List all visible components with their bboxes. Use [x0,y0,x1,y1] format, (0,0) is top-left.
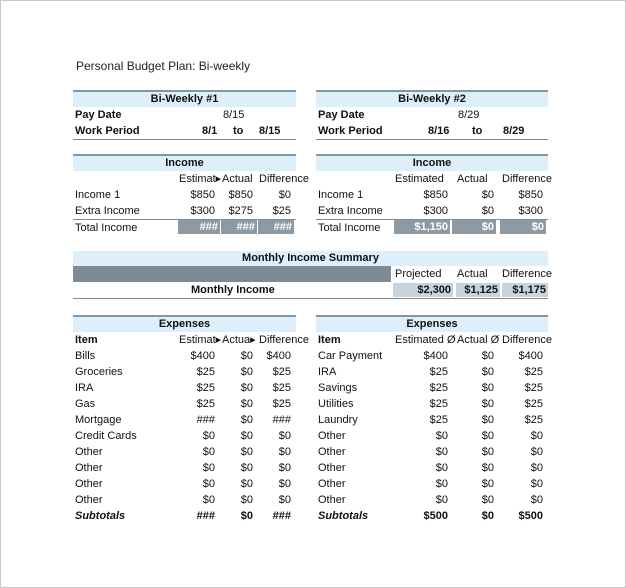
summary-header-bar [73,266,391,282]
expense-row [316,444,548,460]
income-1-block [73,154,309,236]
expense-difference: $0 [278,462,291,474]
income-actual: $0 [481,205,494,217]
pay-date-value: 8/29 [458,109,480,121]
work-period-to: 8/15 [259,125,281,137]
expense-estimated: $25 [429,414,448,426]
expense-label: Other [318,430,346,442]
expense-actual: $0 [240,398,253,410]
expense-difference: ### [272,510,291,522]
col-difference: Difference [259,334,309,346]
total-actual: $0 [452,220,496,234]
subtotals-label: Subtotals [318,510,369,522]
work-period-to: 8/29 [503,125,525,137]
income-actual: $275 [228,205,253,217]
expense-label: Savings [318,382,358,394]
expense-estimated: $25 [196,366,215,378]
expenses-2-header: Expenses [316,315,548,332]
expense-difference: $25 [272,382,291,394]
expense-label: Credit Cards [75,430,137,442]
expense-actual: $0 [240,430,253,442]
expense-label: Other [75,494,103,506]
income-estimated: $850 [423,189,448,201]
expense-actual: $0 [481,510,494,522]
expense-actual: $0 [481,382,494,394]
expense-actual: $0 [481,462,494,474]
expense-difference: $25 [524,398,543,410]
expense-estimated: $400 [423,350,448,362]
income-row [73,187,296,203]
monthly-summary-block [73,251,552,299]
expense-label: Mortgage [75,414,122,426]
expense-actual: $0 [240,446,253,458]
expense-difference: $25 [524,382,543,394]
expense-label: Gas [75,398,96,410]
col-difference: Difference [502,268,552,280]
expense-difference: ### [272,414,291,426]
expense-actual: $0 [481,350,494,362]
total-income-row [73,219,296,236]
expense-row [316,380,548,396]
col-difference: Difference [259,173,309,185]
work-period-to-label: to [472,125,483,137]
expense-label: Other [318,494,346,506]
col-item: Item [318,334,341,346]
income-label: Extra Income [75,205,140,217]
income-estimated: $300 [190,205,215,217]
monthly-projected: $2,300 [393,283,453,297]
period-2-header: Bi-Weekly #2 [316,90,548,107]
income-1-col-headers [73,171,309,187]
work-period-from: 8/16 [428,125,450,137]
expense-difference: $0 [530,430,543,442]
expense-estimated: $0 [202,462,215,474]
monthly-difference: $1,175 [502,283,548,297]
total-income-label: Total Income [318,222,381,234]
income-label: Extra Income [318,205,383,217]
expense-actual: $0 [481,366,494,378]
expense-label: IRA [75,382,94,394]
income-estimated: $300 [423,205,448,217]
col-actual: Actual [457,268,488,280]
expense-actual: $0 [481,414,494,426]
expense-actual: $0 [240,494,253,506]
work-period-row [316,123,548,140]
work-period-label: Work Period [75,125,140,137]
expense-actual: $0 [240,350,253,362]
expense-actual: $0 [240,366,253,378]
expense-row [73,348,296,364]
expense-estimated: $0 [202,494,215,506]
expense-estimated: $25 [429,398,448,410]
expense-estimated: $0 [435,462,448,474]
expense-estimated: $25 [196,382,215,394]
total-difference: $0 [500,220,546,234]
col-item: Item [75,334,98,346]
expense-label: Bills [75,350,96,362]
monthly-income-row [73,282,548,299]
expenses-2-col-headers [316,332,552,348]
summary-col-headers [73,266,552,282]
expense-difference: $500 [518,510,543,522]
expense-row [316,396,548,412]
work-period-label: Work Period [318,125,383,137]
pay-date-row [316,107,548,123]
expense-estimated: $25 [429,382,448,394]
work-period-from: 8/1 [202,125,218,137]
expense-difference: $25 [524,414,543,426]
expense-estimated: $0 [435,494,448,506]
col-actual: Actual [222,173,253,185]
expense-actual: $0 [481,398,494,410]
expense-actual: $0 [481,446,494,458]
expense-label: Other [75,446,103,458]
monthly-summary-header: Monthly Income Summary [73,251,548,266]
expenses-1-header: Expenses [73,315,296,332]
col-projected: Projected [395,268,442,280]
col-estimated: Estimat▸ [179,173,222,185]
monthly-actual: $1,125 [456,283,500,297]
subtotals-row [316,508,548,524]
income-2-col-headers [316,171,552,187]
expense-row [73,476,296,492]
expense-estimated: $0 [435,478,448,490]
expense-difference: $400 [518,350,543,362]
expense-estimated: $25 [196,398,215,410]
total-income-label: Total Income [75,222,138,234]
col-estimated: Estimat▸ [179,334,222,346]
expense-estimated: $0 [435,446,448,458]
col-actual: Actual Ø [457,334,500,346]
subtotals-row [73,508,296,524]
expenses-2-block [316,315,552,524]
income-difference: $25 [272,205,291,217]
expense-actual: $0 [240,478,253,490]
expense-difference: $0 [530,478,543,490]
expense-estimated: $25 [429,366,448,378]
expense-estimated: $0 [202,478,215,490]
income-actual: $850 [228,189,253,201]
total-estimated: $1,150 [394,220,450,234]
expense-estimated: $400 [190,350,215,362]
expense-row [73,444,296,460]
work-period-row [73,123,296,140]
income-row [316,203,548,219]
expense-actual: $0 [240,510,253,522]
expense-difference: $0 [278,446,291,458]
expense-estimated: ### [196,510,215,522]
expense-difference: $25 [272,398,291,410]
expense-row [73,412,296,428]
expense-actual: $0 [240,382,253,394]
expense-row [73,460,296,476]
expense-difference: $25 [272,366,291,378]
income-2-header: Income [316,154,548,171]
expense-label: Laundry [318,414,358,426]
total-income-row [316,219,548,236]
expense-actual: $0 [481,430,494,442]
expense-label: Other [75,478,103,490]
income-actual: $0 [481,189,494,201]
document-title: Personal Budget Plan: Bi-weekly [76,59,251,73]
expense-actual: $0 [240,462,253,474]
expense-difference: $0 [278,494,291,506]
expense-difference: $0 [530,446,543,458]
total-difference: ### [258,220,294,234]
expense-row [316,348,548,364]
expense-estimated: $0 [435,430,448,442]
col-actual: Actual [457,173,488,185]
pay-date-label: Pay Date [318,109,365,121]
income-difference: $300 [518,205,543,217]
expense-difference: $0 [278,430,291,442]
expense-label: Utilities [318,398,354,410]
expense-label: Groceries [75,366,123,378]
expense-difference: $400 [266,350,291,362]
period-2-block [316,90,548,140]
income-difference: $850 [518,189,543,201]
expense-label: Other [318,462,346,474]
col-difference: Difference [502,334,552,346]
expense-row [73,380,296,396]
income-difference: $0 [278,189,291,201]
expense-row [73,492,296,508]
pay-date-row [73,107,296,123]
income-row [316,187,548,203]
income-row [73,203,296,219]
income-label: Income 1 [318,189,364,201]
col-difference: Difference [502,173,552,185]
expense-label: Other [75,462,103,474]
expense-estimated: ### [196,414,215,426]
expense-row [316,460,548,476]
expenses-1-col-headers [73,332,309,348]
expense-actual: $0 [240,414,253,426]
monthly-income-label: Monthly Income [191,284,275,296]
subtotals-label: Subtotals [75,510,126,522]
col-estimated: Estimated [395,173,444,185]
expense-actual: $0 [481,494,494,506]
expense-actual: $0 [481,478,494,490]
col-estimated: Estimated Ø [395,334,456,346]
income-label: Income 1 [75,189,121,201]
expense-difference: $25 [524,366,543,378]
expense-difference: $0 [278,478,291,490]
pay-date-label: Pay Date [75,109,122,121]
expense-difference: $0 [530,494,543,506]
expense-estimated: $0 [202,430,215,442]
expense-row [316,364,548,380]
expense-estimated: $0 [202,446,215,458]
expense-label: Other [318,446,346,458]
expense-row [73,396,296,412]
pay-date-value: 8/15 [223,109,245,121]
total-estimated: ### [178,220,220,234]
total-actual: ### [221,220,257,234]
period-1-block [73,90,296,140]
income-2-block [316,154,552,236]
expense-estimated: $500 [423,510,448,522]
expense-row [73,364,296,380]
expense-row [316,428,548,444]
period-1-header: Bi-Weekly #1 [73,90,296,107]
income-1-header: Income [73,154,296,171]
expense-row [316,412,548,428]
col-actual: Actua▸ [222,334,256,346]
expense-label: IRA [318,366,337,378]
expense-label: Other [318,478,346,490]
expense-row [316,476,548,492]
income-estimated: $850 [190,189,215,201]
expenses-1-block [73,315,309,524]
expense-difference: $0 [530,462,543,474]
work-period-to-label: to [233,125,244,137]
expense-row [316,492,548,508]
expense-row [73,428,296,444]
expense-label: Car Payment [318,350,383,362]
